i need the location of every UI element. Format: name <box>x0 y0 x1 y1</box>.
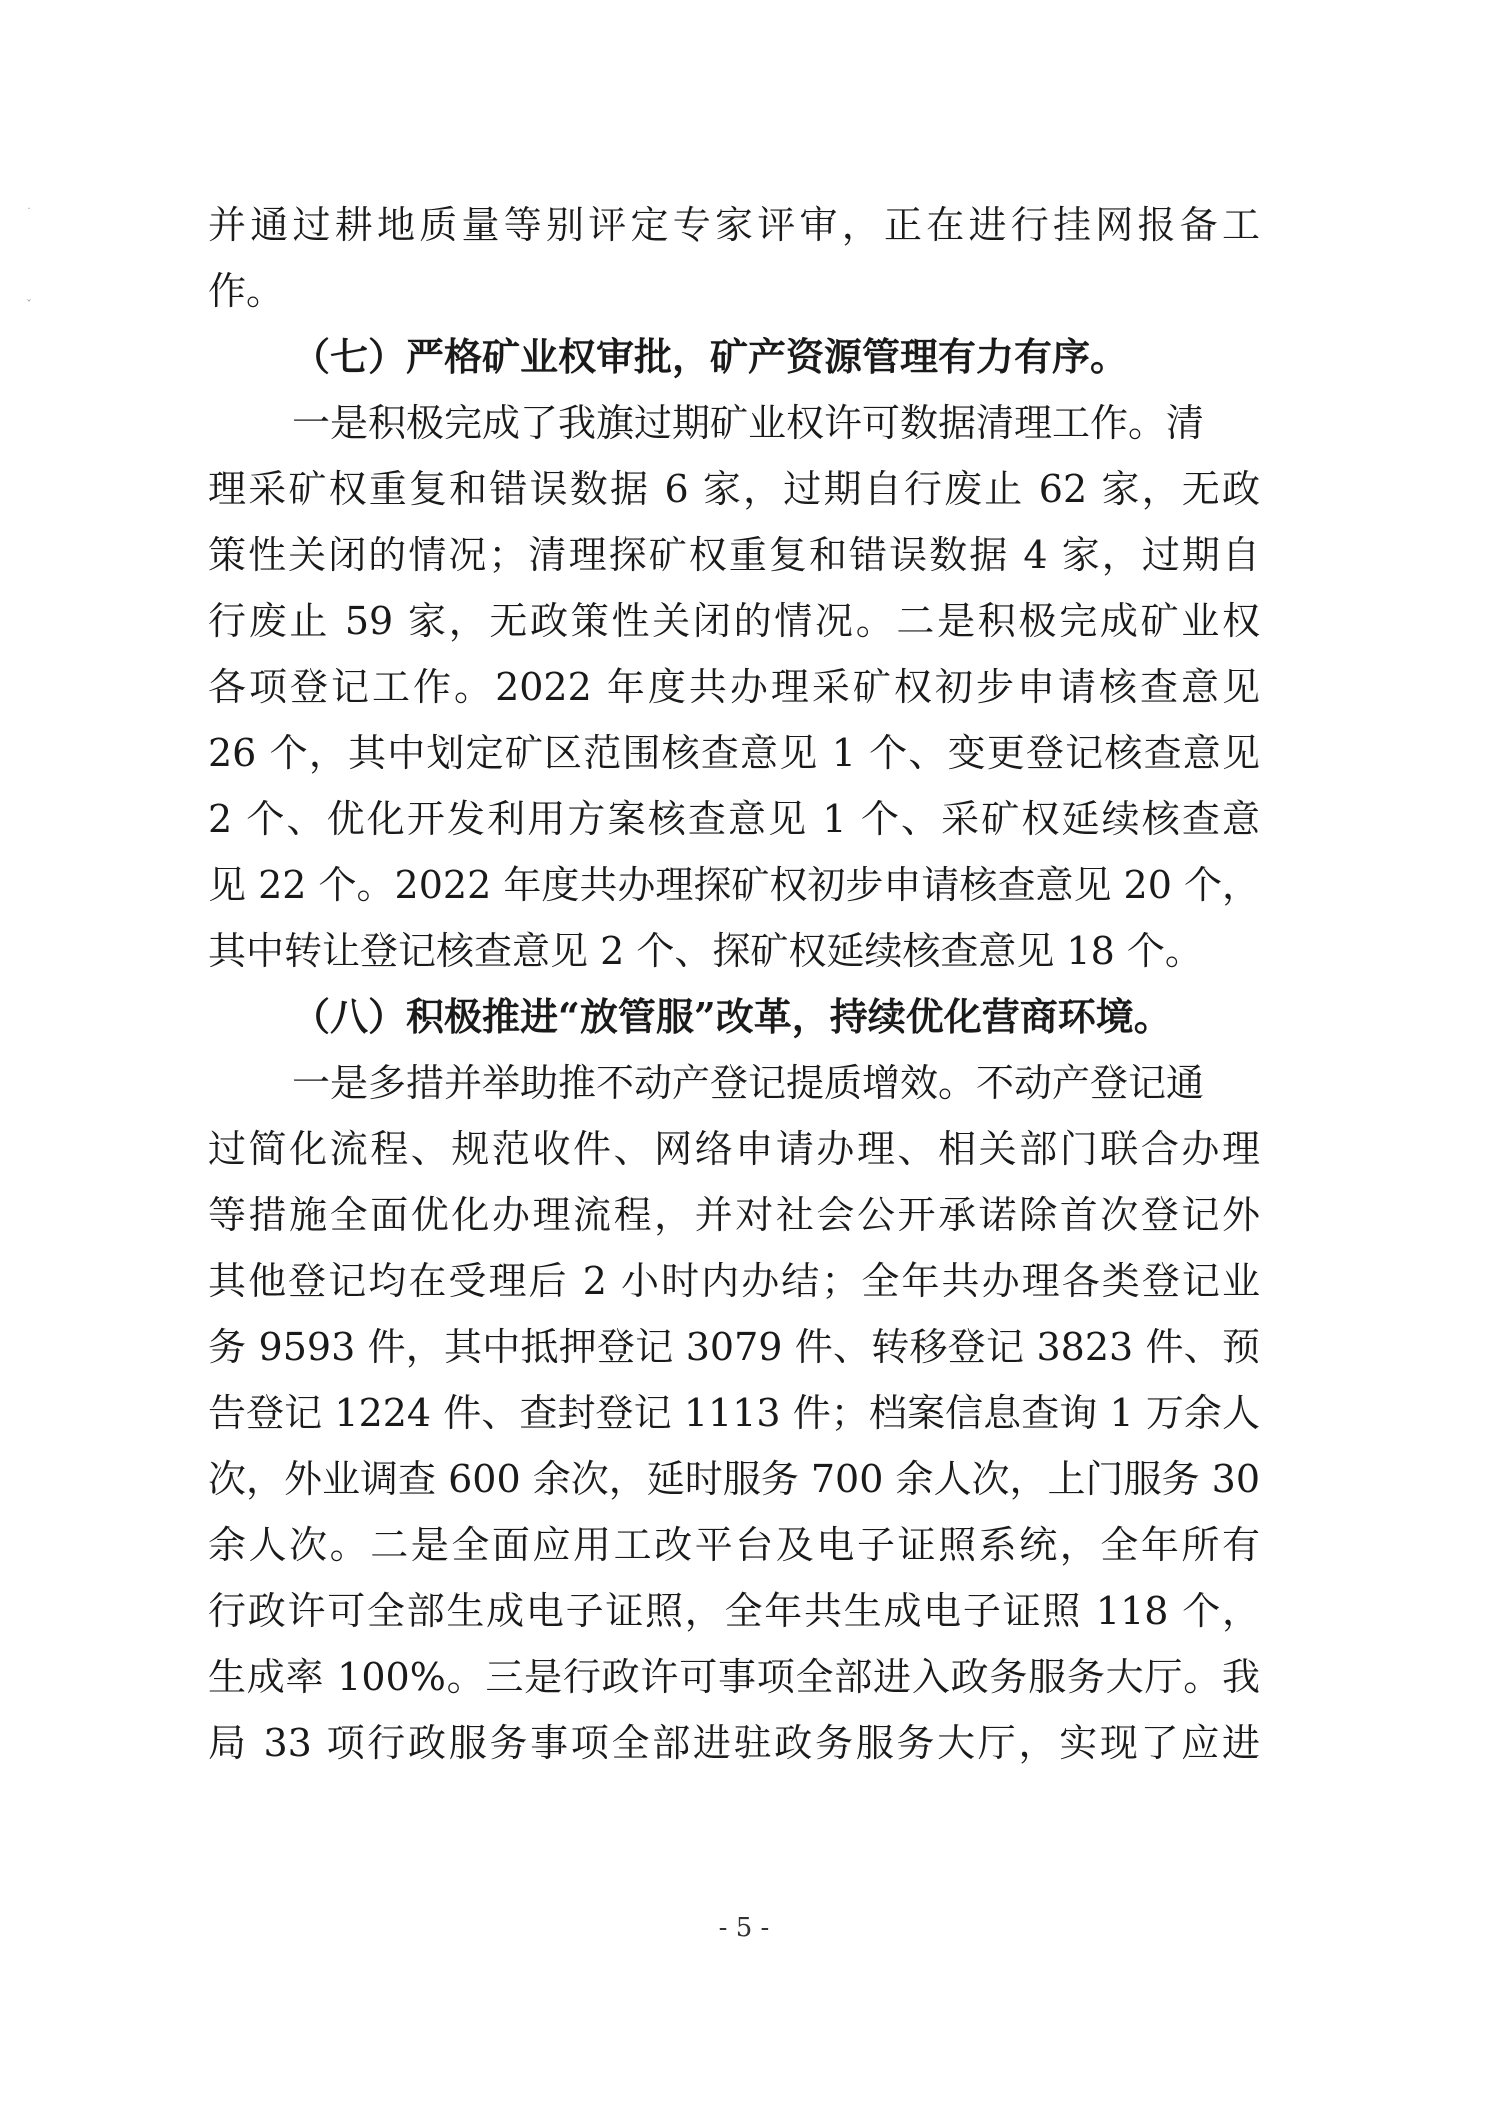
text-line: 见 22 个。2022 年度共办理探矿权初步申请核查意见 20 个， <box>208 863 1260 907</box>
text-line: 等措施全面优化办理流程，并对社会公开承诺除首次登记外 <box>208 1193 1260 1237</box>
text-line: 生成率 100%。三是行政许可事项全部进入政务服务大厅。我 <box>208 1655 1260 1699</box>
text-line: 务 9593 件，其中抵押登记 3079 件、转移登记 3823 件、预 <box>208 1325 1260 1369</box>
text-line: 行政许可全部生成电子证照，全年共生成电子证照 118 个， <box>208 1589 1260 1633</box>
text-line: 一是积极完成了我旗过期矿业权许可数据清理工作。清 <box>292 401 1205 445</box>
text-line: 其他登记均在受理后 2 小时内办结；全年共办理各类登记业 <box>208 1259 1260 1303</box>
section-heading-7: （七）严格矿业权审批，矿产资源管理有力有序。 <box>292 334 1129 379</box>
text-line: 理采矿权重复和错误数据 6 家，过期自行废止 62 家，无政 <box>208 467 1260 511</box>
document-body <box>208 192 1260 1776</box>
text-line: 作。 <box>208 269 285 313</box>
text-line: 余人次。二是全面应用工改平台及电子证照系统，全年所有 <box>208 1523 1260 1567</box>
scan-mark-icon: ˙ <box>26 206 32 220</box>
section-heading-8: （八）积极推进“放管服”改革，持续优化营商环境。 <box>292 994 1172 1039</box>
text-line: 告登记 1224 件、查封登记 1113 件；档案信息查询 1 万余人 <box>208 1391 1260 1435</box>
text-line: 策性关闭的情况；清理探矿权重复和错误数据 4 家，过期自 <box>208 533 1260 577</box>
text-line: 过简化流程、规范收件、网络申请办理、相关部门联合办理 <box>208 1127 1260 1171</box>
text-line: 其中转让登记核查意见 2 个、探矿权延续核查意见 18 个。 <box>208 929 1203 973</box>
text-line: 一是多措并举助推不动产登记提质增效。不动产登记通 <box>292 1061 1205 1105</box>
text-line: 26 个，其中划定矿区范围核查意见 1 个、变更登记核查意见 <box>208 731 1260 775</box>
scan-mark-icon: ˇ <box>26 298 32 312</box>
text-line: 行废止 59 家，无政策性关闭的情况。二是积极完成矿业权 <box>208 599 1260 643</box>
text-line: 并通过耕地质量等别评定专家评审，正在进行挂网报备工 <box>208 203 1260 247</box>
text-line: 局 33 项行政服务事项全部进驻政务服务大厅，实现了应进 <box>208 1721 1260 1765</box>
text-line: 次，外业调查 600 余次，延时服务 700 余人次，上门服务 30 <box>208 1457 1260 1501</box>
page-number: - 5 - <box>718 1913 770 1943</box>
text-line: 2 个、优化开发利用方案核查意见 1 个、采矿权延续核查意 <box>208 797 1260 841</box>
text-line: 各项登记工作。2022 年度共办理采矿权初步申请核查意见 <box>208 665 1260 709</box>
